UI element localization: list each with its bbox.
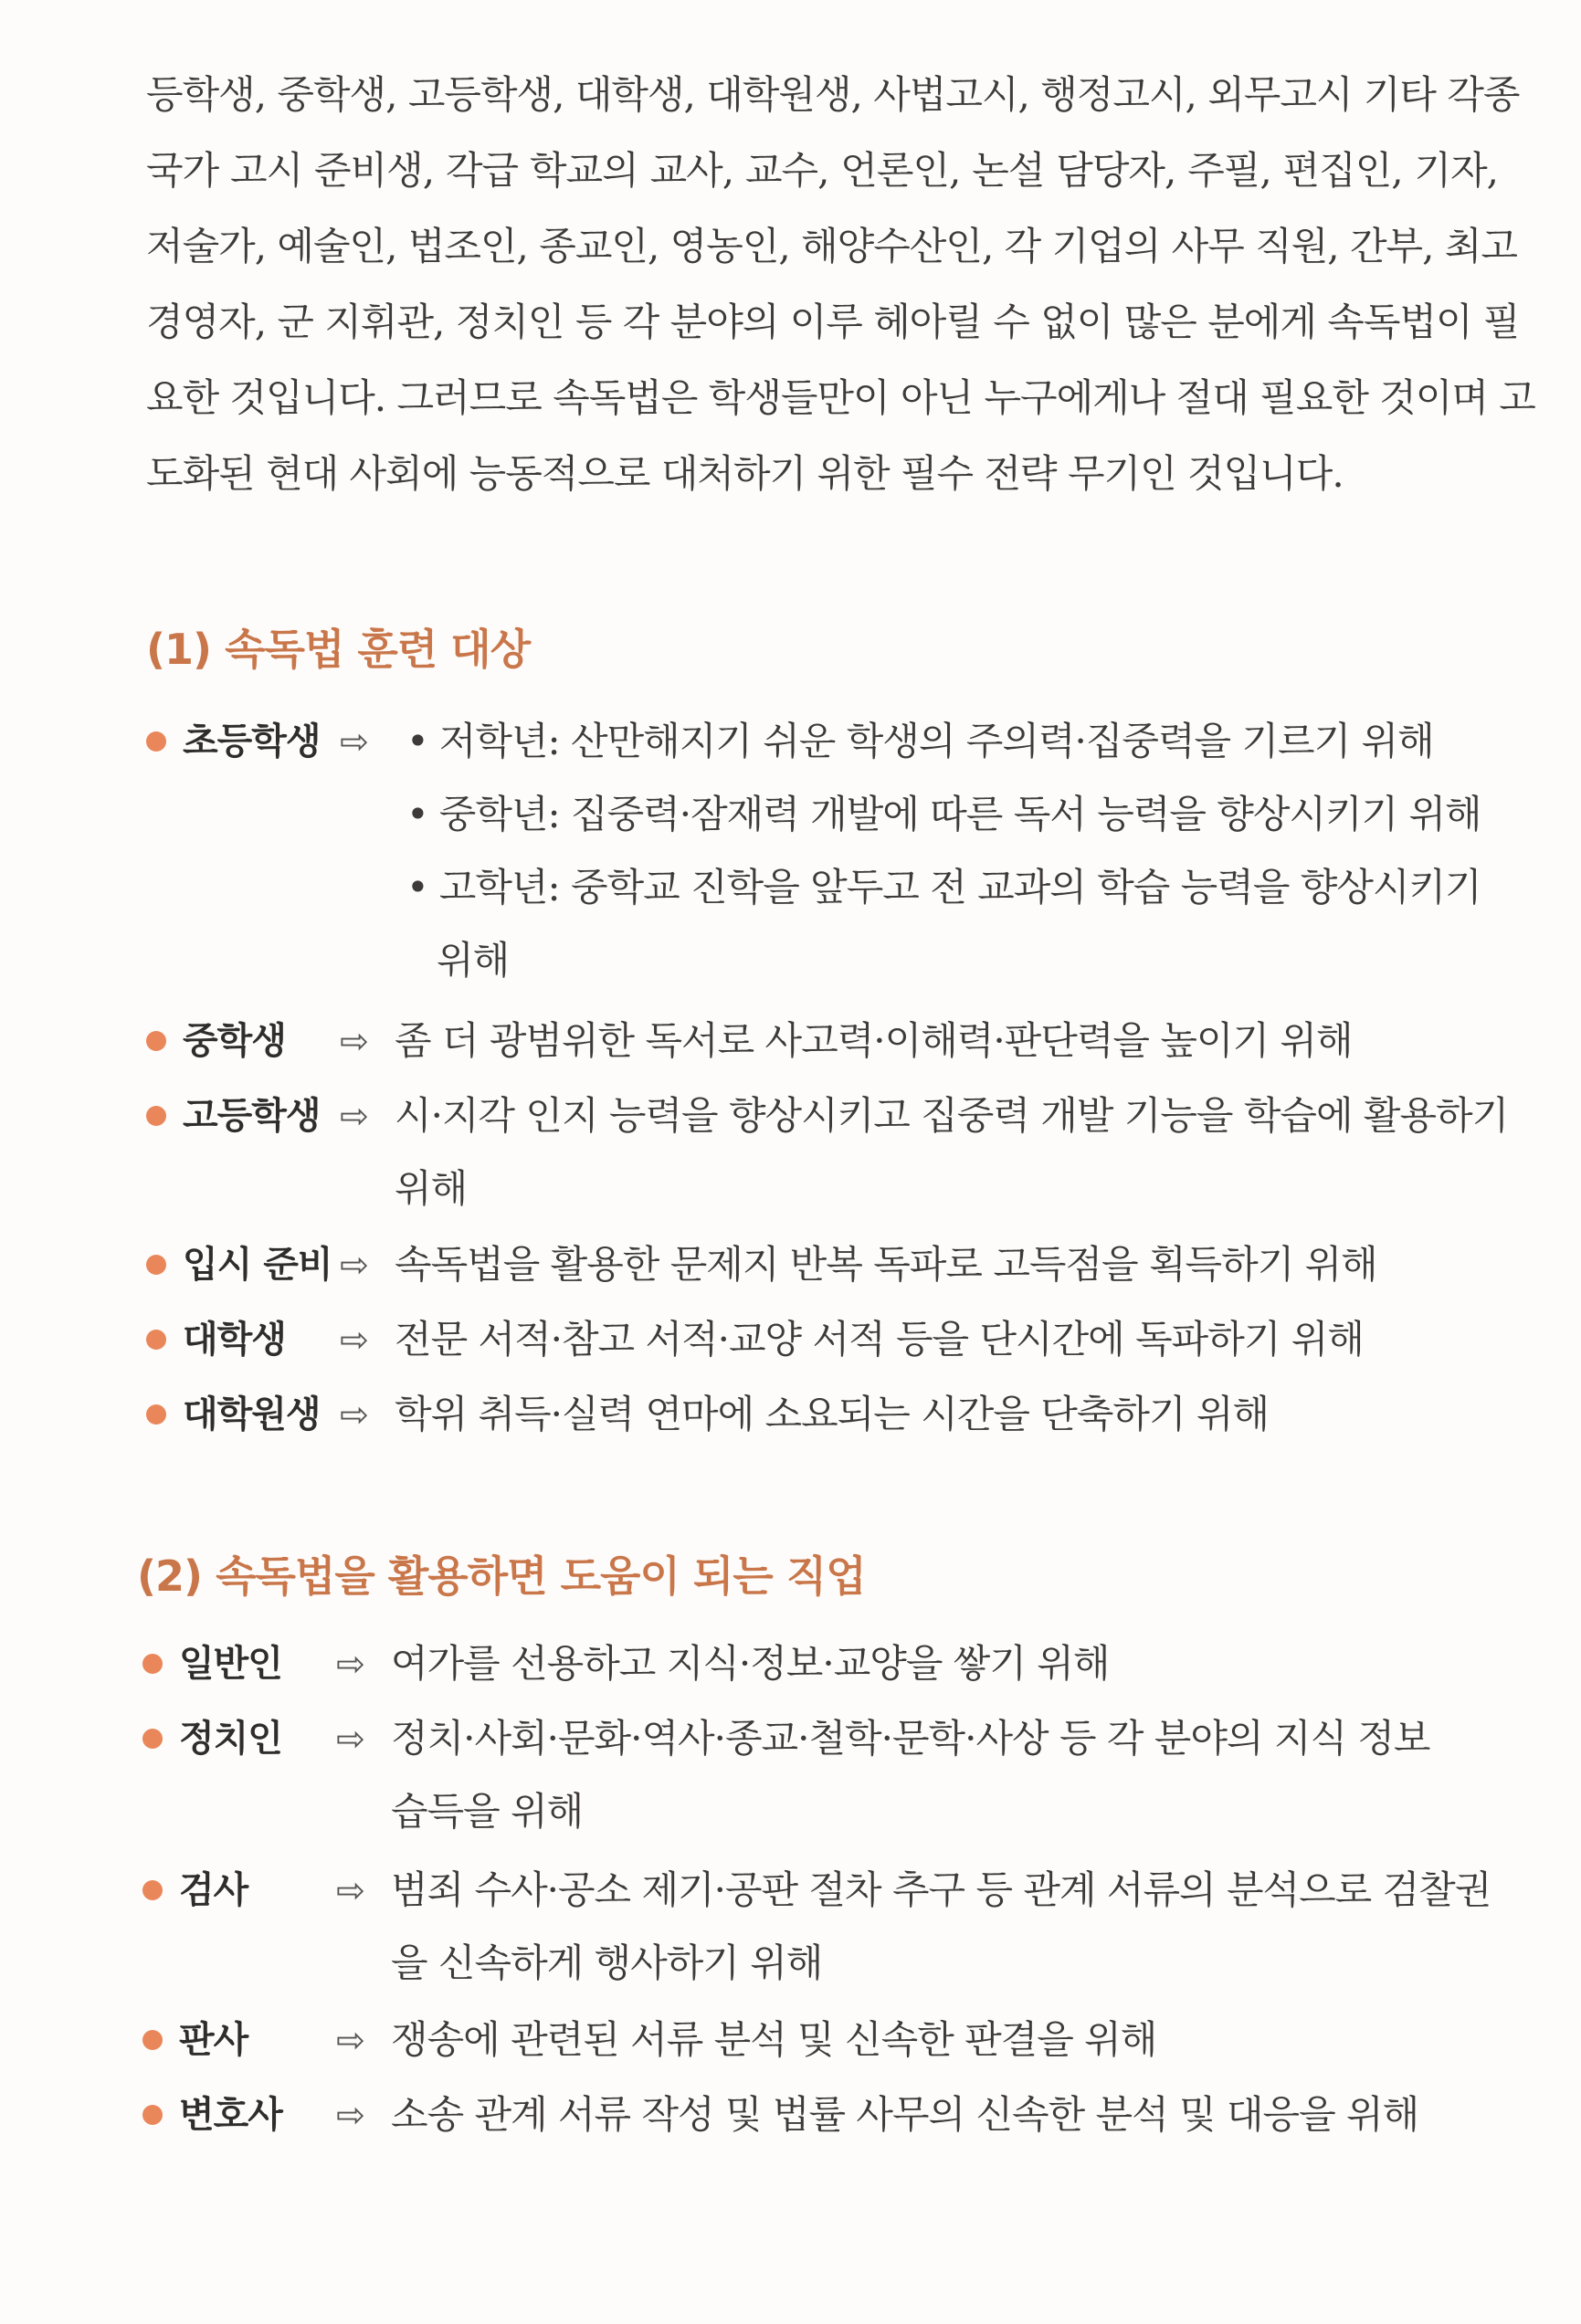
section1-heading: (1) 속독법 훈련 대상 — [146, 625, 531, 674]
sub-item — [406, 851, 1481, 924]
intro-line: 등학생, 중학생, 고등학생, 대학생, 대학원생, 사법고시, 행정고시, 외무고시 기타 각종 — [146, 72, 1520, 117]
arrow-icon: ⇨ — [340, 1021, 368, 1061]
dot-icon: • — [406, 865, 428, 910]
sub-item-text: 중학년: 집중력·잠재력 개발에 따른 독서 능력을 향상시키기 위해 — [438, 792, 1481, 836]
intro-line: 국가 고시 준비생, 각급 학교의 교사, 교수, 언론인, 논설 담당자, 주필, 편집인, 기자, — [146, 148, 1498, 193]
item-desc: 쟁송에 관련된 서류 분석 및 신속한 판결을 위해 — [391, 2017, 1157, 2062]
item-desc-continuation: 습득을 위해 — [391, 1789, 584, 1834]
arrow-icon: ⇨ — [336, 1644, 364, 1684]
section2-heading: (2) 속독법을 활용하면 도움이 되는 직업 — [137, 1551, 866, 1601]
item-desc-continuation: 을 신속하게 행사하기 위해 — [391, 1940, 823, 1985]
intro-paragraph — [146, 57, 1535, 511]
arrow-icon: ⇨ — [336, 2095, 364, 2135]
intro-line: 요한 것입니다. 그러므로 속독법은 학생들만이 아닌 누구에게나 절대 필요한 것이며 고 — [146, 375, 1535, 420]
bullet-icon — [146, 731, 166, 752]
arrow-icon: ⇨ — [340, 1096, 368, 1136]
item-label: 대학생 — [183, 1319, 286, 1361]
item-label: 입시 준비 — [183, 1244, 332, 1286]
item-label: 중학생 — [183, 1020, 286, 1062]
bullet-icon — [142, 1880, 163, 1900]
sub-item — [406, 778, 1481, 851]
item-desc: 학위 취득·실력 연마에 소요되는 시간을 단축하기 위해 — [395, 1392, 1270, 1436]
item-desc: 정치·사회·문화·역사·종교·철학·문학·사상 등 각 분야의 지식 정보 — [391, 1716, 1430, 1761]
intro-line: 경영자, 군 지휘관, 정치인 등 각 분야의 이루 헤아릴 수 없이 많은 분에게 속독법이 필 — [146, 300, 1520, 344]
sub-item-text: 저학년: 산만해지기 쉬운 학생의 주의력·집중력을 기르기 위해 — [438, 719, 1434, 763]
bullet-icon — [142, 1654, 163, 1674]
sub-item-continuation: 위해 — [437, 938, 510, 983]
bullet-icon — [146, 1031, 166, 1051]
item-desc: 좀 더 광범위한 독서로 사고력·이해력·판단력을 높이기 위해 — [395, 1018, 1353, 1063]
intro-line: 도화된 현대 사회에 능동적으로 대처하기 위한 필수 전략 무기인 것입니다. — [146, 451, 1344, 496]
item-label: 변호사 — [179, 2094, 282, 2136]
bullet-icon — [146, 1255, 166, 1275]
bullet-icon — [146, 1330, 166, 1350]
arrow-icon: ⇨ — [336, 2020, 364, 2060]
item-desc: 시·지각 인지 능력을 향상시키고 집중력 개발 기능을 학습에 활용하기 — [395, 1093, 1509, 1138]
dot-icon: • — [406, 719, 428, 763]
item-desc: 소송 관계 서류 작성 및 법률 사무의 신속한 분석 및 대응을 위해 — [391, 2092, 1419, 2137]
bullet-icon — [142, 2105, 163, 2125]
item-label: 대학원생 — [183, 1393, 321, 1435]
sub-item — [406, 705, 1434, 778]
item-label: 고등학생 — [183, 1095, 321, 1137]
item-label: 검사 — [179, 1869, 248, 1911]
sub-item-text: 고학년: 중학교 진학을 앞두고 전 교과의 학습 능력을 향상시키기 — [438, 865, 1481, 910]
arrow-icon: ⇨ — [336, 1719, 364, 1759]
arrow-icon: ⇨ — [336, 1870, 364, 1910]
item-label: 초등학생 — [183, 720, 321, 762]
item-label: 판사 — [179, 2019, 248, 2061]
bullet-icon — [142, 1729, 163, 1749]
item-desc: 전문 서적·참고 서적·교양 서적 등을 단시간에 독파하기 위해 — [395, 1317, 1364, 1362]
intro-line: 저술가, 예술인, 법조인, 종교인, 영농인, 해양수산인, 각 기업의 사무 직원, 간부, 최고 — [146, 224, 1517, 268]
dot-icon: • — [406, 792, 428, 836]
arrow-icon: ⇨ — [340, 721, 368, 762]
item-desc-continuation: 위해 — [395, 1166, 468, 1211]
arrow-icon: ⇨ — [340, 1245, 368, 1285]
arrow-icon: ⇨ — [340, 1394, 368, 1435]
item-label: 정치인 — [179, 1718, 282, 1760]
item-desc: 범죄 수사·공소 제기·공판 절차 추구 등 관계 서류의 분석으로 검찰권 — [391, 1867, 1491, 1912]
bullet-icon — [146, 1404, 166, 1425]
item-label: 일반인 — [179, 1643, 282, 1685]
item-desc: 속독법을 활용한 문제지 반복 독파로 고득점을 획득하기 위해 — [395, 1242, 1377, 1287]
bullet-icon — [146, 1106, 166, 1126]
item-desc: 여가를 선용하고 지식·정보·교양을 쌓기 위해 — [391, 1641, 1110, 1686]
bullet-icon — [142, 2030, 163, 2050]
arrow-icon: ⇨ — [340, 1320, 368, 1360]
